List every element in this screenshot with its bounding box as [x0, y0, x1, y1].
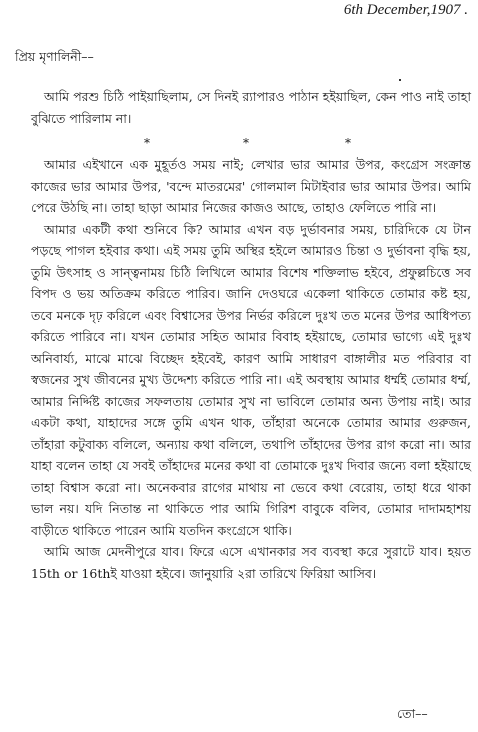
ink-mark — [399, 79, 401, 81]
asterisk: * — [345, 136, 351, 150]
letter-closing: তো–– — [397, 706, 428, 721]
asterisk: * — [144, 136, 150, 150]
letter-body — [31, 86, 471, 584]
asterisk: * — [243, 136, 249, 150]
paragraph-2: আমার এইখানে এক মুহূর্তও সময় নাই; লেখার ভার আমার উপর, কংগ্রেস সংক্রান্ত কাজের ভার আমার উপর, 'বন্দে মাতরমের' গোলমাল মিটাইবার ভার আমার উপর। আমি পেরে উঠছি না। তাহা ছাড়া আমার নিজের কাজও আছে, তাহাও ফেলিতে পারি না। — [31, 157, 471, 215]
paragraph-3: আমার একটী কথা শুনিবে কি? আমার এখন বড় দুর্ভাবনার সময়, চারিদিকে যে টান পড়ছে পাগল হইবার কথা। এই সময় তুমি অস্থির হইলে আমারও চিন্তা ও দুর্ভাবনা বৃদ্ধি হয়, তুমি উৎসাহ ও সান্ত্বনাময় চিঠি লিখিলে আমার বিশেষ শক্তিলাভ হইবে, প্রফুল্লচিত্তে সব বিপদ ও ভয় অতিক্রম করিতে পারিব। জানি দেওঘরে একেলা থাকিতে তোমার কষ্ট হয়, তবে মনকে দৃঢ় করিলে এবং বিশ্বাসের উপর নির্ভর করিলে দুঃখ তত মনের উপর আধিপত্য করিতে পারিবে না। যখন তোমার সহিত আমার বিবাহ হইয়াছে, তোমার ভাগ্যে এই দুঃখ অনিবার্য্য, মাঝে মাঝে বিচ্ছেদ হইবেই, কারণ আমি সাধারণ বাঙ্গালীর মত পরিবার বা স্বজনের সুখ জীবনের মুখ্য উদ্দেশ্য করিতে পারি না। এই অবস্থায় আমার ধর্ম্মই তোমার ধর্ম্ম, আমার নির্দ্দিষ্ট কাজের সফলতায় তোমার সুখ না ভাবিলে তোমার অন্য উপায় নাই। আর একটা কথা, যাহাদের সঙ্গে তুমি এখন থাক, তাঁহারা অনেকে তোমার আমার গুরুজন, তাঁহারা কটুবাক্য বলিলে, অন্যায় কথা বলিলে, তথাপি তাঁহাদের উপর রাগ করো না। আর যাহা বলেন তাহা যে সবই তাঁহাদের মনের কথা বা তোমাকে দুঃখ দিবার জন্যে বলা হইয়াছে তাহা বিশ্বাস করো না। অনেকবার রাগের মাথায় না ভেবে কথা বেরোয়, তাহা ধরে থাকা ভাল নয়। যদি নিতান্ত না থাকিতে পার আমি গিরিশ বাবুকে বলিব, তোমার দাদামহাশয় বাড়ীতে থাকিতে পারেন আমি যতদিন কংগ্রেসে থাকি। — [31, 221, 471, 538]
paragraph-1: আমি পরশু চিঠি পাইয়াছিলাম, সে দিনই র‍্যাপারও পাঠান হইয়াছিল, কেন পাও নাই তাহা বুঝিতে পারিলাম না। — [31, 89, 471, 126]
letter-date: 6th December,1907 . — [343, 2, 468, 18]
paragraph-4: আমি আজ মেদনীপুরে যাব। ফিরে এসে এখানকার সব ব্যবস্থা করে সুরাটে যাব। হয়ত 15th or 16thই যাওয়া হইবে। জানুয়ারি ২রা তারিখে ফিরিয়া আসিব। — [31, 544, 471, 581]
salutation: প্রিয় মৃণালিনী–– — [15, 49, 94, 64]
